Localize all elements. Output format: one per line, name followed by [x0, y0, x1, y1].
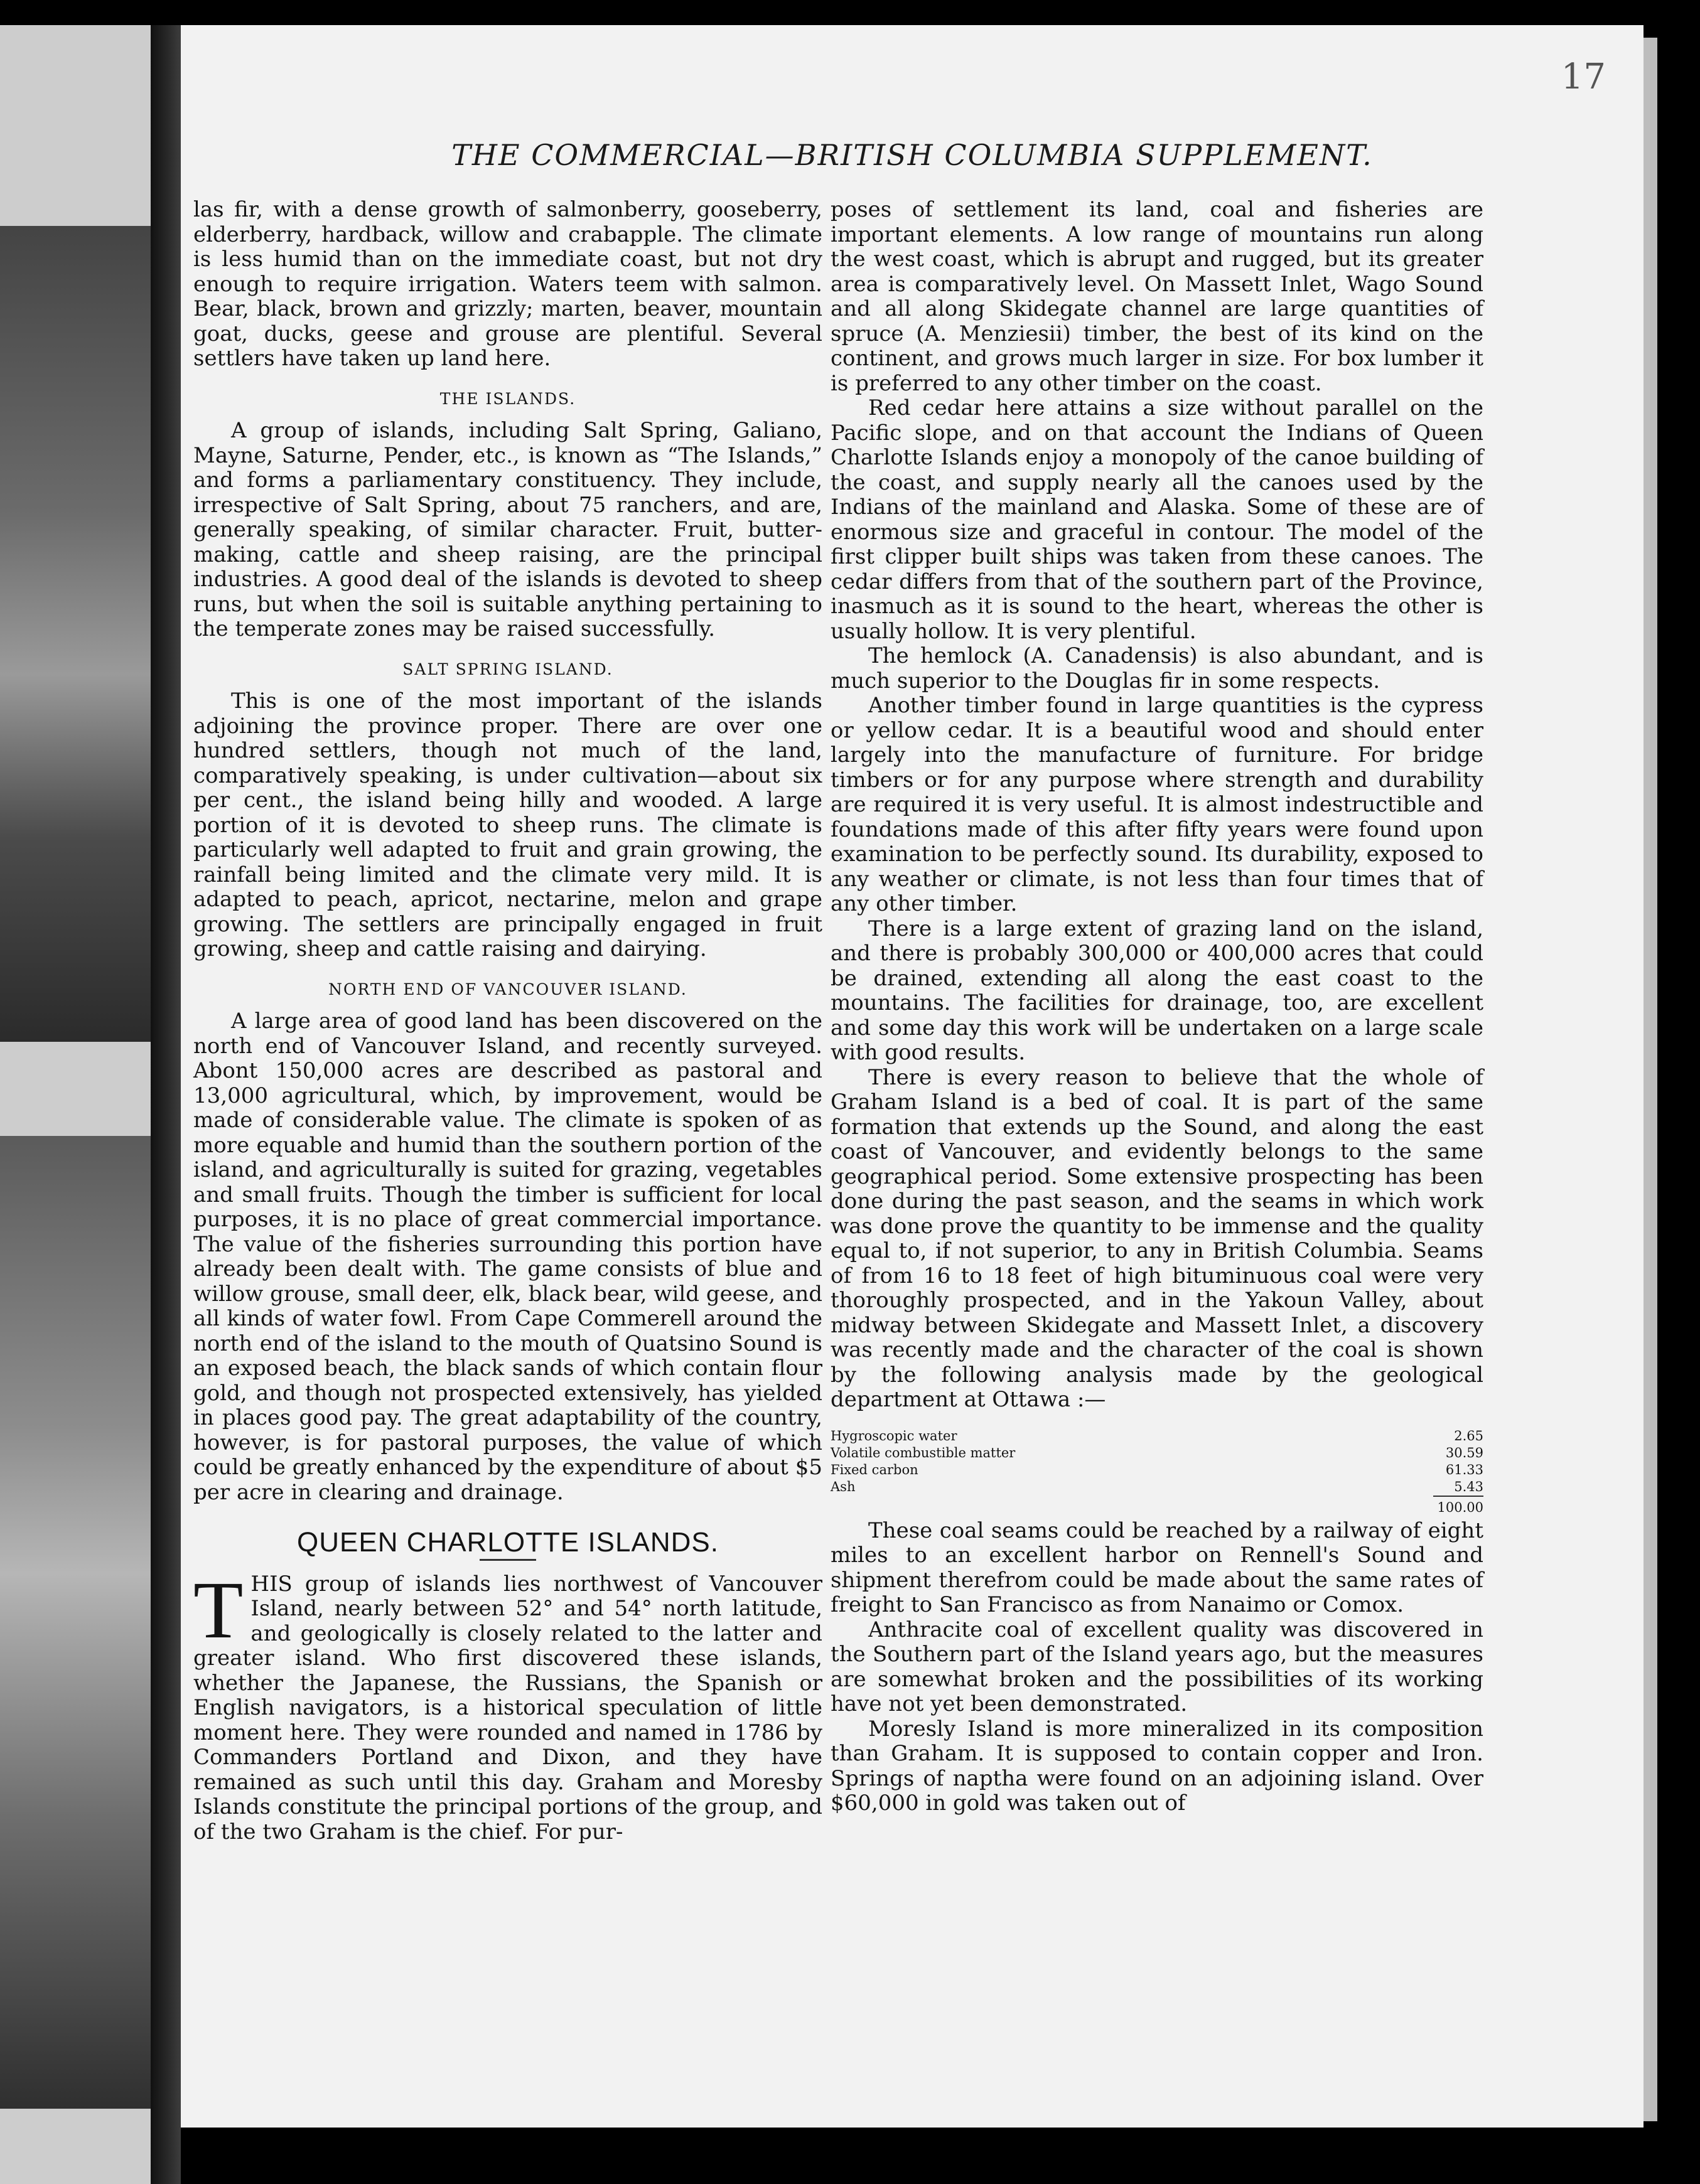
paragraph: There is a large extent of grazing land on the island, and there is probably 300,000 or 400,000 acres that could be drained, extending all along the east coast to the mountains. The facilities for drainage, too, are excellent and some day this work will be undertaken on a large scale with good results. [831, 916, 1483, 1065]
drop-cap: T [193, 1565, 244, 1656]
running-head: THE COMMERCIAL—BRITISH COLUMBIA SUPPLEMENT. [451, 138, 1373, 172]
newspaper-page [181, 25, 1644, 2128]
analysis-label: Hygroscopic water [831, 1428, 957, 1443]
table-row [831, 1462, 1483, 1479]
analysis-value: 5.43 [1454, 1479, 1483, 1494]
table-row [831, 1479, 1483, 1496]
adjacent-page [0, 25, 151, 2184]
analysis-label: Volatile combustible matter [831, 1445, 1016, 1460]
left-column [193, 198, 822, 1844]
adjacent-page-photo-bottom [0, 1136, 151, 2109]
paragraph: The hemlock (A. Canadensis) is also abundant, and is much superior to the Douglas fir in some respects. [831, 643, 1483, 693]
heading-rule [480, 1559, 536, 1561]
paragraph: Red cedar here attains a size without parallel on the Pacific slope, and on that account the Indians of Queen Charlotte Islands enjoy a monopoly of the canoe building of the coast, and supply nearly all the canoes used by the Indians of the mainland and Alaska. Some of these are of enormous size and graceful in contour. The model of the first clipper built ships was taken from these canoes. The cedar differs from that of the southern part of the Province, inasmuch as it is sound to the heart, whereas the other is usually hollow. It is very plentiful. [831, 395, 1483, 644]
page-number: 17 [1561, 56, 1606, 97]
paragraph: Another timber found in large quantities is the cypress or yellow cedar. It is a beautiful wood and should enter largely into the manufacture of furniture. For bridge timbers or for any purpose where strength and durability are required it is very useful. It is almost indestructible and foundations made of this after fifty years were found upon examination to be perfectly sound. Its durability, exposed to any weather or climate, is not less than four times that of any other timber. [831, 693, 1483, 916]
analysis-total: 100.00 [1433, 1496, 1483, 1516]
page-edge [1644, 38, 1657, 2121]
paragraph: A large area of good land has been discovered on the north end of Vancouver Island, and recently surveyed. Abont 150,000 acres are described as pastoral and 13,000 agricultural, which, by improvement, would be made of considerable value. The climate is spoken of as more equable and humid than the southern portion of the island, and agriculturally is suited for grazing, vegetables and small fruits. Though the timber is sufficient for local purposes, it is no place of great commercial importance. The value of the fisheries surrounding this portion have already been dealt with. The game consists of blue and willow grouse, small deer, elk, black bear, wild geese, and all kinds of water fowl. From Cape Commerell around the north end of the island to the mouth of Quatsino Sound is an exposed beach, the black sands of which contain flour gold, and though not prospected extensively, has yielded in places good pay. The great adaptability of the country, however, is for pastoral purposes, the value of which could be greatly enhanced by the expenditure of about $5 per acre in clearing and drainage. [193, 1009, 822, 1505]
paragraph: These coal seams could be reached by a railway of eight miles to an excellent harbor on Rennell's Sound and shipment therefrom could be made about the same rates of freight to San Francisco as from Nanaimo or Comox. [831, 1518, 1483, 1617]
analysis-value: 61.33 [1445, 1462, 1483, 1477]
paragraph: las fir, with a dense growth of salmonberry, gooseberry, elderberry, hardback, willow and crabapple. The climate is less humid than on the immediate coast, but not dry enough to require irrigation. Waters teem with salmon. Bear, black, brown and grizzly; marten, beaver, mountain goat, ducks, geese and grouse are plentiful. Several settlers have taken up land here. [193, 197, 822, 371]
coal-analysis-table [831, 1428, 1483, 1516]
section-heading: THE ISLANDS. [439, 389, 576, 408]
analysis-value: 2.65 [1454, 1428, 1483, 1443]
analysis-label: Fixed carbon [831, 1462, 918, 1477]
article-first-paragraph [193, 1565, 822, 1845]
table-row [831, 1428, 1483, 1445]
section-heading: NORTH END OF VANCOUVER ISLAND. [328, 980, 687, 998]
analysis-label: Ash [831, 1479, 856, 1494]
paragraph: There is every reason to believe that the whole of Graham Island is a bed of coal. It is part of the same formation that extends up the Sound, and along the east coast of Vancouver, and evidently belongs to the same geographical period. Some extensive prospecting has been done during the past season, and the seams in which work was done prove the quantity to be immense and the quality equal to, if not superior, to any in British Columbia. Seams of from 16 to 18 feet of high bituminuous coal were very thoroughly prospected, and in the Yakoun Valley, about midway between Skidegate and Massett Inlet, a discovery was recently made and the character of the coal is shown by the following analysis made by the geological department at Ottawa :— [831, 1064, 1483, 1412]
article-heading: QUEEN CHARLOTTE ISLANDS. [297, 1527, 719, 1558]
table-total-row [831, 1496, 1483, 1516]
paragraph: A group of islands, including Salt Spring, Galiano, Mayne, Saturne, Pender, etc., is known as “The Islands,” and forms a parliamentary constituency. They include, irrespective of Salt Spring, about 75 ranchers, and are, generally speaking, of similar character. Fruit, butter-making, cattle and sheep raising, are the principal industries. A good deal of the islands is devoted to sheep runs, but when the soil is suitable anything pertaining to the temperate zones may be raised successfully. [193, 418, 822, 641]
right-column [831, 198, 1483, 1816]
paragraph: Moresly Island is more mineralized in its composition than Graham. It is supposed to contain copper and Iron. Springs of naptha were found on an adjoining island. Over $60,000 in gold was taken out of [831, 1716, 1483, 1816]
paragraph: poses of settlement its land, coal and fisheries are important elements. A low range of mountains run along the west coast, which is abrupt and rugged, but its greater area is comparatively level. On Massett Inlet, Wago Sound and all along Skidegate channel are large quantities of spruce (A. Menziesii) timber, the best of its kind on the continent, and grows much larger in size. For box lumber it is preferred to any other timber on the coast. [831, 197, 1483, 396]
analysis-value: 30.59 [1445, 1445, 1483, 1460]
paragraph: Anthracite coal of excellent quality was discovered in the Southern part of the Island years ago, but the measures are somewhat broken and the possibilities of its working have not yet been demonstrated. [831, 1617, 1483, 1716]
table-row [831, 1445, 1483, 1462]
adjacent-page-photo-top [0, 226, 151, 1042]
article-first-paragraph-text: HIS group of islands lies northwest of Vancouver Island, nearly between 52° and 54° north latitude, and geologically is closely related to the latter and greater island. Who first discovered these islands, whether the Japanese, the Russians, the Spanish or English navigators, is a historical speculation of little moment here. They were rounded and named in 1786 by Commanders Portland and Dixon, and they have remained as such until this day. Graham and Moresby Islands constitute the principal portions of the group, and of the two Graham is the chief. For pur- [193, 1571, 822, 1844]
section-heading: SALT SPRING ISLAND. [402, 660, 613, 678]
paragraph: This is one of the most important of the islands adjoining the province proper. There are over one hundred settlers, though not much of the land, comparatively speaking, is under cultivation—about six per cent., the island being hilly and wooded. A large portion of it is devoted to sheep runs. The climate is particularly well adapted to fruit and grain growing, the rainfall being limited and the climate very mild. It is adapted to peach, apricot, nectarine, melon and grape growing. The settlers are principally engaged in fruit growing, sheep and cattle raising and dairying. [193, 688, 822, 961]
page-gutter [151, 25, 181, 2184]
